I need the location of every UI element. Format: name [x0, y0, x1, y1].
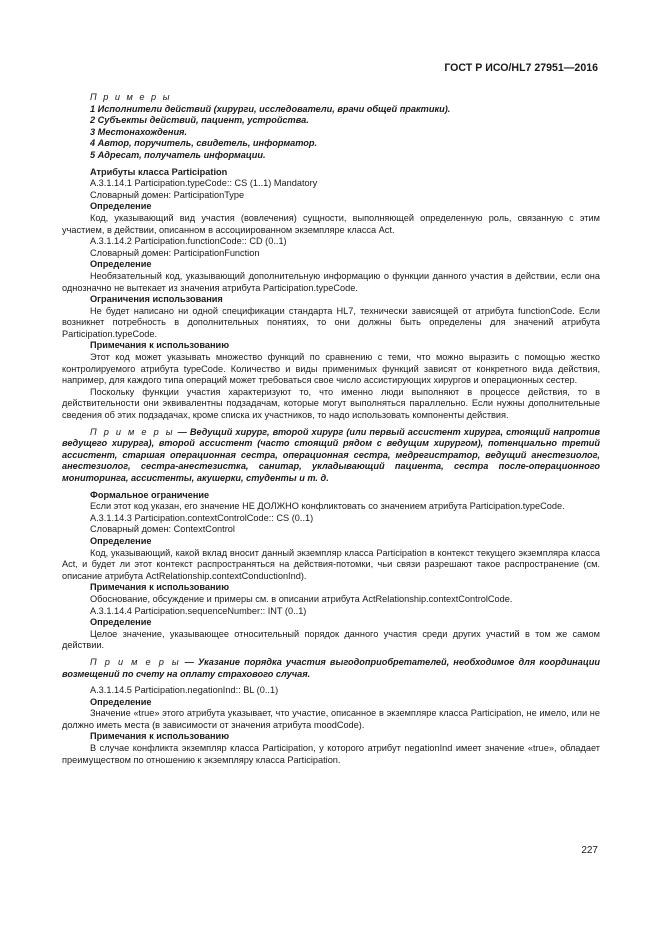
attr-1-def: Код, указывающий вид участия (вовлечения) сущности, выполняющей определенную роль, связанную с этим участием, в действии, описанном в ассоциированном экземпляре класса Act. — [62, 212, 600, 235]
attr-2-example: П р и м е р ы — Ведущий хирург, второй хирург (или первый ассистент хирурга, стоящий напротив ведущего хирурга), второй ассистент (часто стоящий рядом с ведущим хирургом), потенциально третий ассистент, старшая операционная сестра, операционная сестра, медрегистратор, ведущий анестезиолог, анестезиолог, сестра-анестезистка, санитар, укладывающий пациента, сестра после-операционного мониторинга, ассистенты, акушерки, студенты и т. д. — [62, 426, 600, 483]
attr-3-notes: Обоснование, обсуждение и примеры см. в описании атрибута ActRelationship.contextControlCode. — [90, 593, 513, 604]
attr-5-def: Значение «true» этого атрибута указывает, что участие, описанное в экземпляре класса Participation, не имело, или не должно иметь места (в зависимости от значения атрибута moodCode). — [62, 708, 600, 730]
page-number: 227 — [581, 845, 598, 856]
attr-4-example: П р и м е р ы — Указание порядка участия выгодоприобретателей, необходимое для координации возмещений по счету на оплату страхового случая. — [62, 656, 600, 679]
attr-3-def-title: Определение — [90, 535, 152, 546]
attr-5-notes: В случае конфликта экземпляр класса Participation, у которого атрибут negationInd имеет значение «true», обладает преимуществом по отношению к экземпляру класса Participation. — [62, 743, 600, 765]
attr-5-notes-title: Примечания к использованию — [90, 731, 230, 742]
attr-2-domain: Словарный домен: ParticipationFunction — [90, 247, 260, 258]
examples-title: П р и м е р ы — [90, 92, 172, 102]
example-item-4: 4 Автор, поручитель, свидетель, информатор. — [90, 138, 318, 149]
attr-2-code: A.3.1.14.2 Participation.functionCode:: CD (0..1) — [90, 236, 287, 247]
attr-2-def: Необязательный код, указывающий дополнительную информацию о функции данного участия в действии, если она однозначно не вытекает из значения атрибута Participation.typeCode. — [62, 270, 600, 293]
attr-5-code: A.3.1.14.5 Participation.negationInd:: BL (0..1) — [90, 685, 279, 696]
formal-title: Формальное ограничение — [90, 489, 210, 500]
attr-1-code: A.3.1.14.1 Participation.typeCode:: CS (1..1) Mandatory — [90, 178, 318, 189]
attr-1-def-title: Определение — [90, 201, 152, 212]
attr-5-def-title: Определение — [90, 696, 152, 707]
attr-3-def: Код, указывающий, какой вклад вносит данный экземпляр класса Participation в контекст текущего экземпляра класса Act, и будет ли этот контекст распространяться на действия-потомки, чьи связи разрешают такое распространение (см. описание атрибута ActRelationship.contextConductionInd). — [62, 547, 600, 581]
example-item-2: 2 Субъекты действий, пациент, устройства. — [90, 115, 309, 126]
example-item-1: 1 Исполнители действий (хирурги, исследователи, врачи общей практики). — [90, 103, 451, 114]
attr-1-domain: Словарный домен: ParticipationType — [90, 189, 245, 200]
page-body — [62, 92, 600, 766]
attr-4-def: Целое значение, указывающее относительный порядок данного участия среди других участий в том же самом действии. — [62, 628, 600, 651]
attr-4-code: A.3.1.14.4 Participation.sequenceNumber:: INT (0..1) — [90, 605, 307, 616]
attr-3-code: A.3.1.14.3 Participation.contextControlCode:: CS (0..1) — [90, 512, 314, 523]
example-item-3: 3 Местонахождения. — [90, 126, 188, 137]
attr-3-domain: Словарный домен: ContextControl — [90, 524, 235, 535]
attr-2-limits-title: Ограничения использования — [90, 294, 223, 305]
attr-2-notes-1: Этот код может указывать множество функций по сравнению с теми, что можно выразить с помощью жестко контролируемого атрибута typeCode. Количество и виды применимых функций зависят от конкретного вида действия, например, для каждого типа операций может требоваться свое число ассистирующих хирургов и операционных сестер. — [62, 352, 600, 386]
attr-4-def-title: Определение — [90, 617, 152, 628]
attr-2-notes-title: Примечания к использованию — [90, 340, 230, 351]
formal-text: Если этот код указан, его значение НЕ ДОЛЖНО конфликтовать со значением атрибута Participation.typeCode. — [90, 501, 565, 512]
document-header: ГОСТ Р ИСО/HL7 27951—2016 — [444, 62, 598, 74]
attr-2-notes-2: Поскольку функции участия характеризуют то, что именно люди выполняют в процессе действия, то в действительности они эквивалентны подзадачам, которые могут выполняться параллельно. Если нужны дополнительные сведения об этих подзадачах, кроме списка их участников, то надо использовать компоненты действия. — [62, 386, 600, 421]
attr-3-notes-title: Примечания к использованию — [90, 582, 230, 593]
attr-2-def-title: Определение — [90, 259, 152, 270]
attr-2-limits: Не будет написано ни одной спецификации стандарта HL7, технически зависящей от атрибута functionCode. Если возникнет потребность в дополнительных понятиях, то они должны быть определены для значений атрибута Participation.typeCode. — [62, 305, 600, 339]
section-title: Атрибуты класса Participation — [90, 166, 228, 177]
example-item-5: 5 Адресат, получатель информации. — [90, 149, 266, 160]
